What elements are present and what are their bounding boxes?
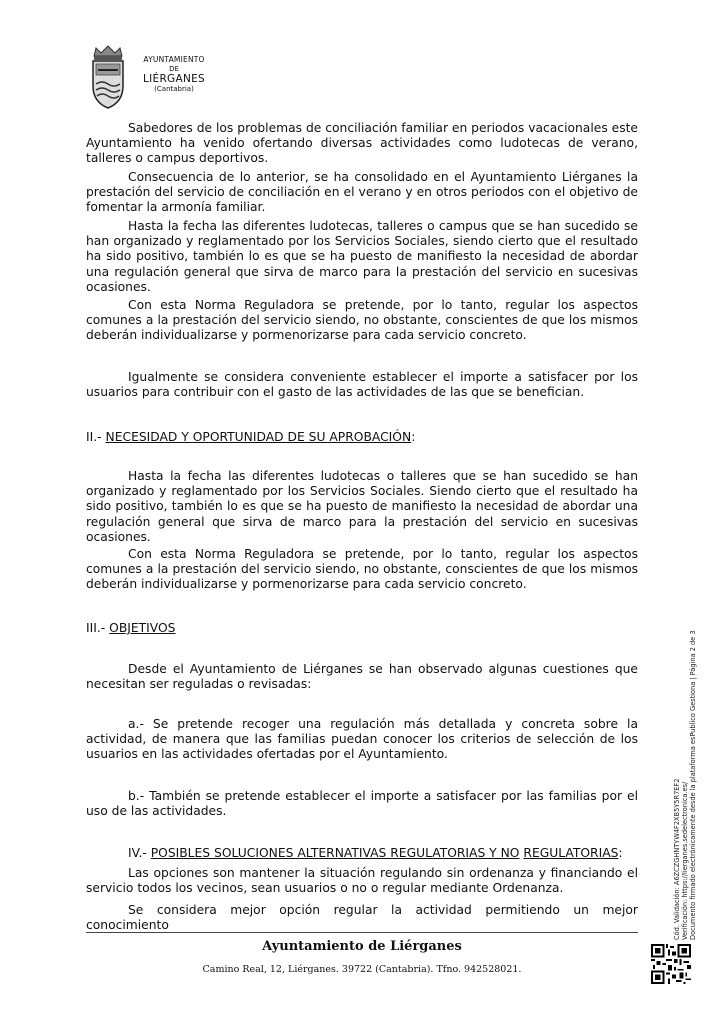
- section-4-paragraph-1: Las opciones son mantener la situación regulando sin ordenanza y financiando el servicio todos los vecinos, sean usuarios o no o regular mediante Ordenanza.: [86, 866, 638, 896]
- logo-wordmark: [134, 56, 214, 93]
- section-2-suffix: :: [411, 430, 416, 444]
- section-2-title: NECESIDAD Y OPORTUNIDAD DE SU APROBACIÓN: [105, 430, 412, 444]
- section-3-block-a: [86, 717, 638, 763]
- intro-block-3: [86, 219, 638, 295]
- footer-divider: [86, 932, 638, 933]
- validation-code: Cód. Validación: A6ZCZGHNTYW4F2XB5Y5R7EF2: [673, 778, 681, 940]
- footer-title: Ayuntamiento de Liérganes: [262, 939, 462, 954]
- section-4-suffix: :: [618, 846, 623, 860]
- municipal-coat-of-arms-logo: [88, 44, 128, 110]
- section-4-block-1: [86, 866, 638, 896]
- verification-url[interactable]: Verificación: https://lierganes.sedelectronica.es/: [681, 781, 689, 940]
- section-2-block-2: [86, 547, 638, 593]
- section-2-paragraph-2: Con esta Norma Reguladora se pretende, por lo tanto, regular los aspectos comunes a la prestación del servicio siendo, no obstante, conscientes de que los mismos deberán individualizarse y pormenorizarse para cada servicio concreto.: [86, 547, 638, 592]
- section-3-heading: [86, 621, 638, 636]
- section-2-block-1: [86, 469, 638, 545]
- section-2-number: II.-: [86, 430, 106, 444]
- section-3-title: OBJETIVOS: [109, 621, 176, 635]
- section-4-number: IV.-: [128, 846, 151, 860]
- section-4-heading: [86, 846, 638, 861]
- section-4-block-2: [86, 903, 638, 933]
- qr-code-icon[interactable]: [651, 944, 691, 984]
- section-4-title-part-1: POSIBLES SOLUCIONES ALTERNATIVAS REGULATORIAS Y NO: [150, 846, 520, 860]
- intro-paragraph-1: Sabedores de los problemas de conciliación familiar en periodos vacacionales este Ayuntamiento ha venido ofertando diversas actividades como ludotecas de verano, talleres o campus deportivos.: [86, 121, 638, 166]
- signature-note: Documento firmado electrónicamente desde la plataforma esPublico Gestiona | Página 2 de 3: [689, 630, 697, 940]
- section-2-paragraph-1: Hasta la fecha las diferentes ludotecas o talleres que se han sucedido se han organizado y reglamentado por los Servicios Sociales. Siendo cierto que el resultado ha sido positivo, también lo es que se ha puesto de manifiesto la necesidad de abordar una regulación general que sirva de marco para la prestación del servicio en sucesivas ocasiones.: [86, 469, 638, 544]
- section-4-title-part-2: REGULATORIAS: [523, 846, 619, 860]
- logo-line-cantabria: (Cantabria): [154, 84, 194, 93]
- section-3-number: III.-: [86, 621, 110, 635]
- intro-block-2: [86, 170, 638, 216]
- footer-address: Camino Real, 12, Liérganes. 39722 (Cantabria). Tfno. 942528021.: [202, 964, 522, 975]
- section-3-block-b: [86, 789, 638, 819]
- intro-block: [86, 121, 638, 167]
- objective-b: b.- También se pretende establecer el importe a satisfacer por las familias por el uso de las actividades.: [86, 789, 638, 819]
- intro-block-5: [86, 370, 638, 400]
- logo-line-de: DE: [169, 64, 179, 73]
- section-4-paragraph-2: Se considera mejor opción regular la actividad permitiendo un mejor conocimiento: [86, 903, 638, 933]
- intro-paragraph-5: Igualmente se considera conveniente establecer el importe a satisfacer por los usuarios para contribuir con el gasto de las actividades de las que se benefician.: [86, 370, 638, 400]
- intro-paragraph-3: Hasta la fecha las diferentes ludotecas, talleres o campus que se han sucedido se han organizado y reglamentado por los Servicios Sociales, siendo cierto que el resultado ha sido positivo, también lo es que se ha puesto de manifiesto la necesidad de abordar una regulación general que sirva de marco para la prestación del servicio en sucesivas ocasiones.: [86, 219, 638, 294]
- electronic-signature-sidebar: [673, 620, 697, 940]
- section-3-block-1: [86, 662, 638, 692]
- objective-a: a.- Se pretende recoger una regulación más detallada y concreta sobre la actividad, de manera que las familias puedan conocer los criterios de selección de los usuarios en las actividades ofertadas por el Ayuntamiento.: [86, 717, 638, 762]
- section-2-heading: [86, 430, 638, 445]
- intro-paragraph-2: Consecuencia de lo anterior, se ha consolidado en el Ayuntamiento Liérganes la prestación del servicio de conciliación en el verano y en otros periodos con el objetivo de fomentar la armonía familiar.: [86, 170, 638, 215]
- intro-paragraph-4: Con esta Norma Reguladora se pretende, por lo tanto, regular los aspectos comunes a la prestación del servicio siendo, no obstante, conscientes de que los mismos deberán individualizarse y pormenorizarse para cada servicio concreto.: [86, 298, 638, 343]
- section-3-paragraph-1: Desde el Ayuntamiento de Liérganes se han observado algunas cuestiones que necesitan ser reguladas o revisadas:: [86, 662, 638, 692]
- intro-block-4: [86, 298, 638, 344]
- logo-line-ayuntamiento: AYUNTAMIENTO: [143, 55, 205, 64]
- logo-line-lierganes: LIÉRGANES: [142, 72, 206, 85]
